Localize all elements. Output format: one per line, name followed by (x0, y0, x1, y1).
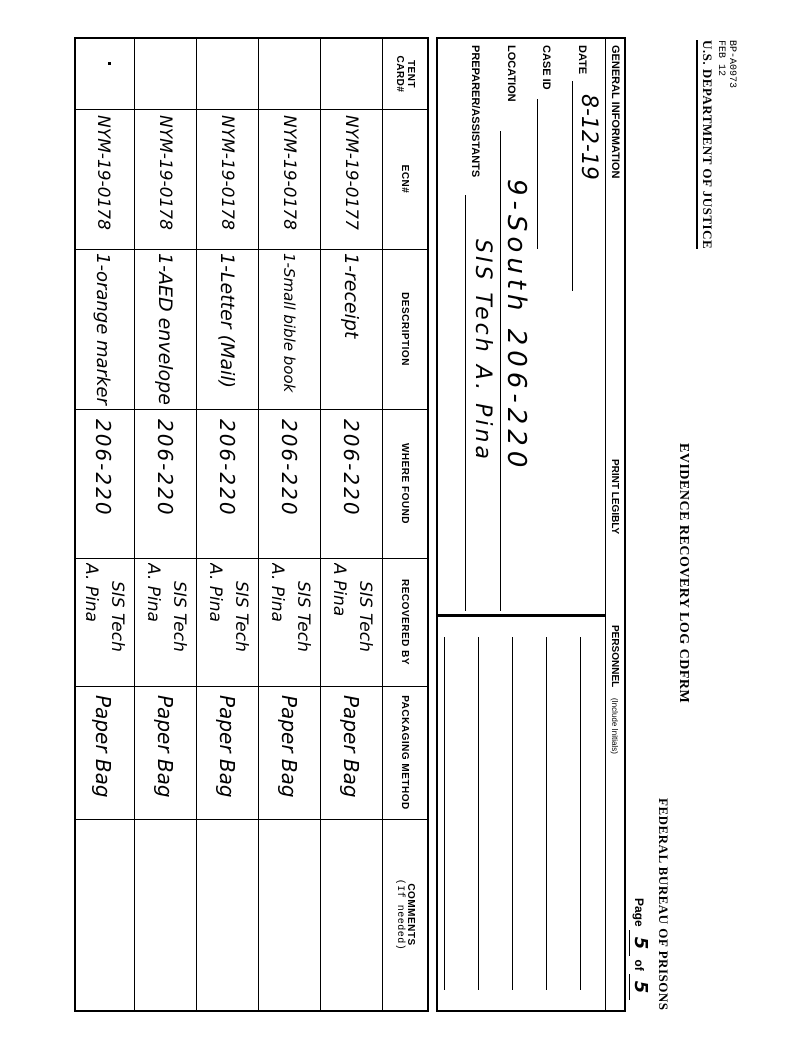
location-value[interactable]: 9-South 206-220 (501, 179, 531, 473)
case-id-label: CASE ID (540, 45, 552, 90)
header-ecn: ECN# (399, 164, 411, 194)
preparer-label: PREPARER/ASSISTANTS (469, 45, 481, 178)
row-packaging[interactable]: Paper Bag (215, 695, 239, 798)
department-name: U.S. DEPARTMENT OF JUSTICE (696, 40, 715, 249)
row-where-found[interactable]: 206-220 (153, 419, 177, 517)
date-label: DATE (576, 45, 588, 75)
header-packaging: PACKAGING METHOD (399, 695, 411, 810)
column-divider (76, 249, 427, 250)
row-ecn[interactable]: NYM-19-0178 (155, 115, 175, 230)
personnel-label (609, 625, 620, 754)
recovered-by-name: A. Pina (81, 563, 101, 622)
recovered-by-name: A. Pina (143, 563, 163, 622)
header-comments-note: (If needed) (394, 878, 405, 951)
form-code-line: FEB 12 (715, 40, 726, 77)
column-divider (76, 109, 427, 110)
personnel-title: PERSONNEL (609, 625, 620, 688)
case-id-line (537, 99, 538, 249)
print-legibly-label: PRINT LEGIBLY (609, 459, 620, 535)
row-description[interactable]: 1-Letter (Mail) (216, 253, 238, 389)
row-recovered-by[interactable] (75, 563, 133, 684)
column-divider (76, 819, 427, 820)
form-code-line: BP-A0973 (726, 40, 737, 89)
date-value[interactable]: 8-12-19 (576, 94, 601, 180)
form-code (715, 40, 737, 88)
page-label: Page (632, 898, 646, 927)
row-where-found[interactable]: 206-220 (91, 419, 115, 517)
recovered-by-name: A. Pina (267, 563, 287, 622)
row-packaging[interactable]: Paper Bag (339, 695, 363, 798)
row-divider (382, 39, 383, 1010)
row-description[interactable]: 1-Small bible book (280, 253, 298, 393)
header-comments-title: COMMENTS (405, 883, 416, 946)
recovered-by-role: SIS Tech (107, 581, 127, 652)
location-label: LOCATION (505, 45, 517, 102)
general-information-section (436, 37, 626, 1012)
row-divider (320, 39, 321, 1010)
row-divider (258, 39, 259, 1010)
general-title-row (605, 39, 624, 1010)
row-where-found[interactable]: 206-220 (215, 419, 239, 517)
row-comments[interactable] (323, 823, 379, 1007)
personnel-line (580, 637, 581, 990)
page-total: 5 (629, 974, 651, 1000)
row-ecn[interactable]: NYM-19-0178 (279, 115, 299, 230)
general-information-label: GENERAL INFORMATION (609, 45, 621, 179)
row-description[interactable]: 1-receipt (340, 253, 362, 339)
personnel-note: (Include Initials) (610, 697, 619, 754)
agency-name: FEDERAL BUREAU OF PRISONS (656, 798, 671, 1011)
recovered-by-name: A Pina (329, 563, 349, 617)
column-divider (76, 558, 427, 559)
header-tent-card: TENT CARD# (394, 55, 416, 93)
column-divider (76, 686, 427, 687)
general-fields (438, 39, 605, 617)
personnel-line (478, 637, 479, 990)
row-recovered-by[interactable] (261, 563, 319, 684)
row-description[interactable]: 1-AED envelope (154, 253, 176, 405)
evidence-table (74, 37, 429, 1012)
row-ecn[interactable]: NYM-19-0178 (217, 115, 237, 230)
row-comments[interactable] (137, 823, 193, 1007)
row-packaging[interactable]: Paper Bag (91, 695, 115, 798)
row-divider (134, 39, 135, 1010)
row-comments[interactable] (199, 823, 255, 1007)
page-of-label: of (632, 959, 646, 971)
personnel-line (444, 637, 445, 990)
row-packaging[interactable]: Paper Bag (153, 695, 177, 798)
recovered-by-role: SIS Tech (355, 581, 375, 652)
row-where-found[interactable]: 206-220 (277, 419, 301, 517)
row-packaging[interactable]: Paper Bag (277, 695, 301, 798)
page-indicator (629, 898, 651, 1000)
row-comments[interactable] (261, 823, 317, 1007)
recovered-by-name: A. Pina (205, 563, 225, 622)
preparer-value[interactable]: SIS Tech A. Pina (470, 239, 495, 462)
row-comments[interactable] (75, 823, 131, 1007)
personnel-line (546, 637, 547, 990)
row-ecn[interactable]: NYM-19-0177 (341, 115, 361, 230)
header-comments (383, 819, 427, 1010)
row-recovered-by[interactable] (323, 563, 381, 684)
scan-speck (108, 62, 111, 65)
date-line (572, 81, 573, 291)
row-where-found[interactable]: 206-220 (339, 419, 363, 517)
column-divider (76, 409, 427, 410)
header-description: DESCRIPTION (399, 292, 411, 366)
preparer-line (465, 195, 466, 611)
row-description[interactable]: 1-orange marker (92, 253, 114, 405)
header-where-found: WHERE FOUND (399, 442, 411, 525)
personnel-section (438, 617, 605, 1010)
row-recovered-by[interactable] (199, 563, 257, 684)
row-recovered-by[interactable] (137, 563, 195, 684)
row-ecn[interactable]: NYM-19-0178 (93, 115, 113, 230)
recovered-by-role: SIS Tech (231, 581, 251, 652)
evidence-log-form (61, 18, 751, 1034)
personnel-line (512, 637, 513, 990)
recovered-by-role: SIS Tech (293, 581, 313, 652)
recovered-by-role: SIS Tech (169, 581, 189, 652)
row-divider (196, 39, 197, 1010)
header-recovered-by: RECOVERED BY (399, 578, 411, 665)
form-title: EVIDENCE RECOVERY LOG CDFRM (676, 443, 691, 704)
page-number: 5 (629, 930, 651, 956)
